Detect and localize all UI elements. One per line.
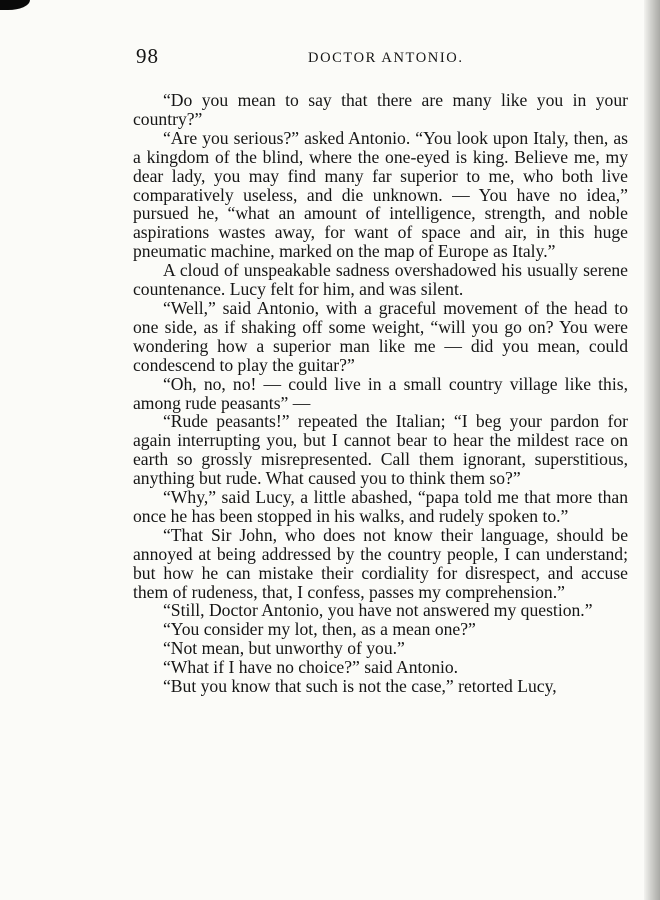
page-edge-shadow <box>644 0 660 900</box>
paragraph: “What if I have no choice?” said Antonio. <box>163 657 459 678</box>
paragraph: “But you know that such is not the case,” retorted Lucy, <box>163 676 557 697</box>
page-number: 98 <box>136 44 159 68</box>
paragraph: “Not mean, but unworthy of you.” <box>163 638 405 659</box>
paragraph: “Rude peasants!” repeated the Italian; “I beg your pardon for again interrupting you, but I cannot bear to hear the mildest race on earth so grossly misrepresented. Call them ignorant, superstitious, anything but rude. What caused you to think them so?” <box>133 411 628 489</box>
paragraph: “That Sir John, who does not know their language, should be annoyed at being addressed by the country people, I can understand; but how he can mistake their cordiality for disrespect, and accuse them of rudeness, that, I confess, passes my comprehension.” <box>133 524 628 602</box>
paragraph: “Are you serious?” asked Antonio. “You look upon Italy, then, as a kingdom of the blind, where the one-eyed is king. Believe me, my dear lady, you may find many far superior to me, who both live comparatively useless, and die unknown. — You have no idea,” pursued he, “what an amount of intelligence, strength, and noble aspirations wastes away, for want of space and air, in this huge pneumatic machine, marked on the map of Europe as Italy.” <box>133 127 628 262</box>
ink-blot <box>0 0 30 10</box>
body-text <box>133 91 628 696</box>
paragraph: “Do you mean to say that there are many like you in your country?” <box>133 90 628 129</box>
paragraph: “You consider my lot, then, as a mean one?” <box>163 619 476 640</box>
running-head <box>136 44 632 68</box>
paragraph: “Why,” said Lucy, a little abashed, “papa told me that more than once he has been stopped in his walks, and rudely spoken to.” <box>133 487 628 526</box>
running-title: DOCTOR ANTONIO. <box>308 50 464 66</box>
paragraph: “Still, Doctor Antonio, you have not answered my question.” <box>163 600 593 621</box>
paragraph: “Oh, no, no! — could live in a small country village like this, among rude peasants” — <box>133 373 628 413</box>
paragraph: A cloud of unspeakable sadness overshadowed his usually serene countenance. Lucy felt for him, and was silent. <box>133 260 628 300</box>
paragraph: “Well,” said Antonio, with a graceful movement of the head to one side, as if shaking off some weight, “will you go on? You were wondering how a superior man like me — did you mean, could condescend to play the guitar?” <box>133 297 628 375</box>
